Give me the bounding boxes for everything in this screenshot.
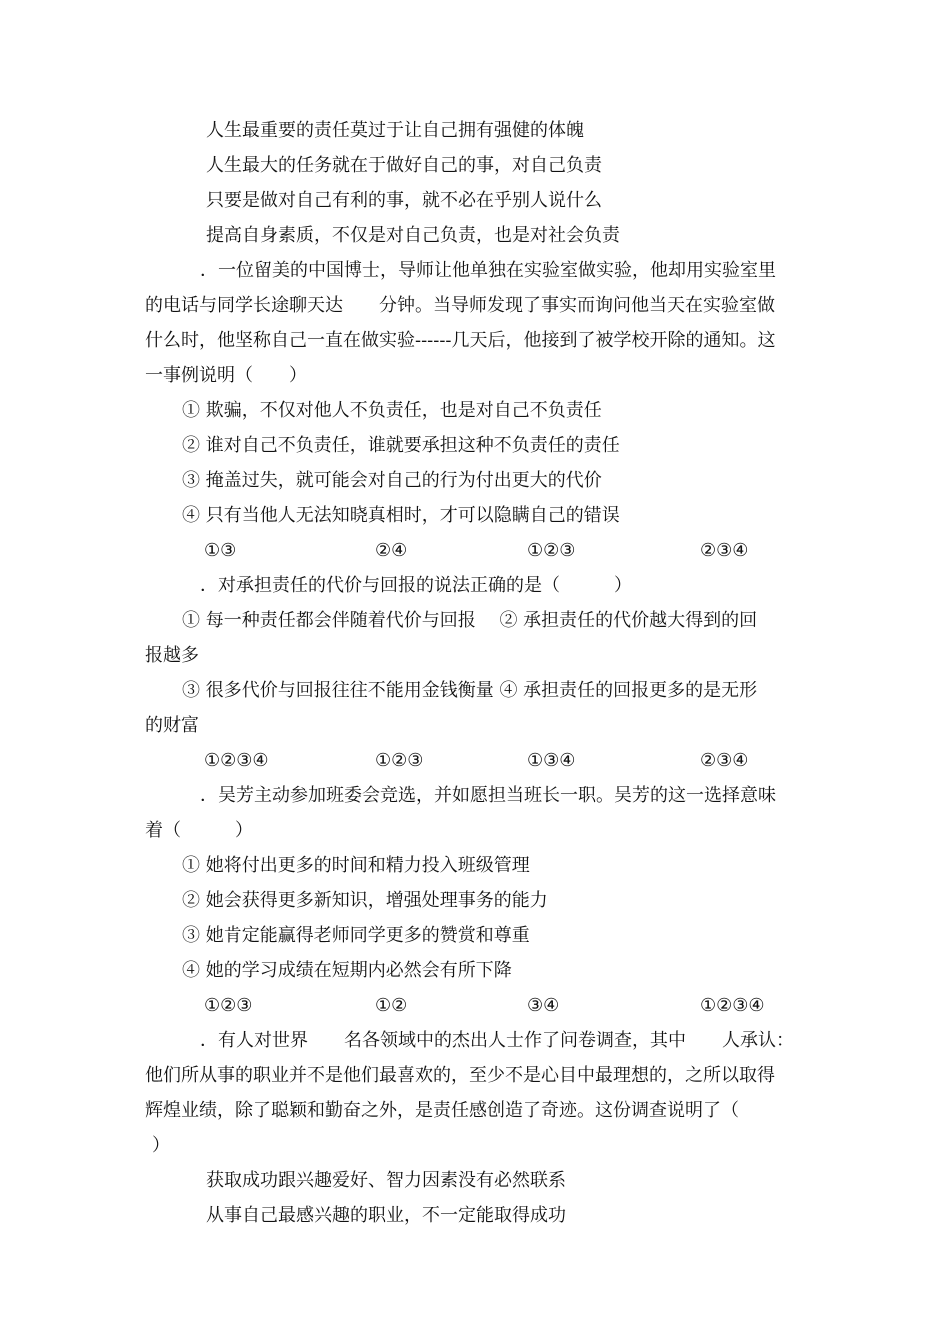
statement: ③ 她肯定能赢得老师同学更多的赞赏和尊重 xyxy=(182,925,530,946)
statement: ② 谁对自己不负责任，谁就要承担这种不负责任的责任 xyxy=(182,435,620,456)
question-stem: ．一位留美的中国博士，导师让他单独在实验室做实验，他却用实验室里 xyxy=(200,260,776,281)
choice-c[interactable]: ③④ xyxy=(527,995,560,1016)
choice-b[interactable]: ①② xyxy=(375,995,408,1016)
option-text: 提高自身素质，不仅是对自己负责，也是对社会负责 xyxy=(206,225,620,246)
statement: ① 她将付出更多的时间和精力投入班级管理 xyxy=(182,855,530,876)
choice-a[interactable]: ①②③④ xyxy=(204,750,269,771)
question-stem: 着（ ） xyxy=(145,820,253,841)
choice-a[interactable]: ①②③ xyxy=(204,995,253,1016)
question-stem: 的电话与同学长途聊天达 分钟。当导师发现了事实而询问他当天在实验室做 xyxy=(145,295,775,316)
statement: ③ 掩盖过失，就可能会对自己的行为付出更大的代价 xyxy=(182,470,602,491)
statement: 报越多 xyxy=(145,645,199,666)
choice-d[interactable]: ①②③④ xyxy=(700,995,765,1016)
choice-d[interactable]: ②③④ xyxy=(700,540,749,561)
option-text: 人生最重要的责任莫过于让自己拥有强健的体魄 xyxy=(206,120,584,141)
choice-c[interactable]: ①③④ xyxy=(527,750,576,771)
question-stem: 一事例说明（ ） xyxy=(145,365,307,386)
choice-c[interactable]: ①②③ xyxy=(527,540,576,561)
choice-a[interactable]: ①③ xyxy=(204,540,237,561)
answer-choices xyxy=(0,540,950,562)
statement: ① 每一种责任都会伴随着代价与回报 ② 承担责任的代价越大得到的回 xyxy=(182,610,758,631)
option-text: 从事自己最感兴趣的职业，不一定能取得成功 xyxy=(206,1205,566,1226)
question-stem: ．吴芳主动参加班委会竞选，并如愿担当班长一职。吴芳的这一选择意味 xyxy=(200,785,776,806)
option-text: 获取成功跟兴趣爱好、智力因素没有必然联系 xyxy=(206,1170,566,1191)
question-stem: 什么时，他坚称自己一直在做实验------几天后，他接到了被学校开除的通知。这 xyxy=(145,330,776,351)
option-text: 只要是做对自己有利的事，就不必在乎别人说什么 xyxy=(206,190,602,211)
option-text: 人生最大的任务就在于做好自己的事，对自己负责 xyxy=(206,155,602,176)
statement: 的财富 xyxy=(145,715,199,736)
question-stem: 辉煌业绩，除了聪颖和勤奋之外，是责任感创造了奇迹。这份调查说明了（ xyxy=(145,1100,739,1121)
statement: ③ 很多代价与回报往往不能用金钱衡量 ④ 承担责任的回报更多的是无形 xyxy=(182,680,758,701)
choice-d[interactable]: ②③④ xyxy=(700,750,749,771)
statement: ④ 她的学习成绩在短期内必然会有所下降 xyxy=(182,960,512,981)
statement: ① 欺骗，不仅对他人不负责任，也是对自己不负责任 xyxy=(182,400,602,421)
question-stem: ．有人对世界 名各领域中的杰出人士作了问卷调查，其中 人承认： xyxy=(200,1030,794,1051)
question-stem: 他们所从事的职业并不是他们最喜欢的，至少不是心目中最理想的，之所以取得 xyxy=(145,1065,775,1086)
choice-b[interactable]: ①②③ xyxy=(375,750,424,771)
statement: ④ 只有当他人无法知晓真相时，才可以隐瞒自己的错误 xyxy=(182,505,620,526)
choice-b[interactable]: ②④ xyxy=(375,540,408,561)
statement: ② 她会获得更多新知识，增强处理事务的能力 xyxy=(182,890,548,911)
answer-choices xyxy=(0,995,950,1017)
question-stem: ．对承担责任的代价与回报的说法正确的是（ ） xyxy=(200,575,632,596)
answer-choices xyxy=(0,750,950,772)
question-stem: ） xyxy=(152,1135,170,1156)
